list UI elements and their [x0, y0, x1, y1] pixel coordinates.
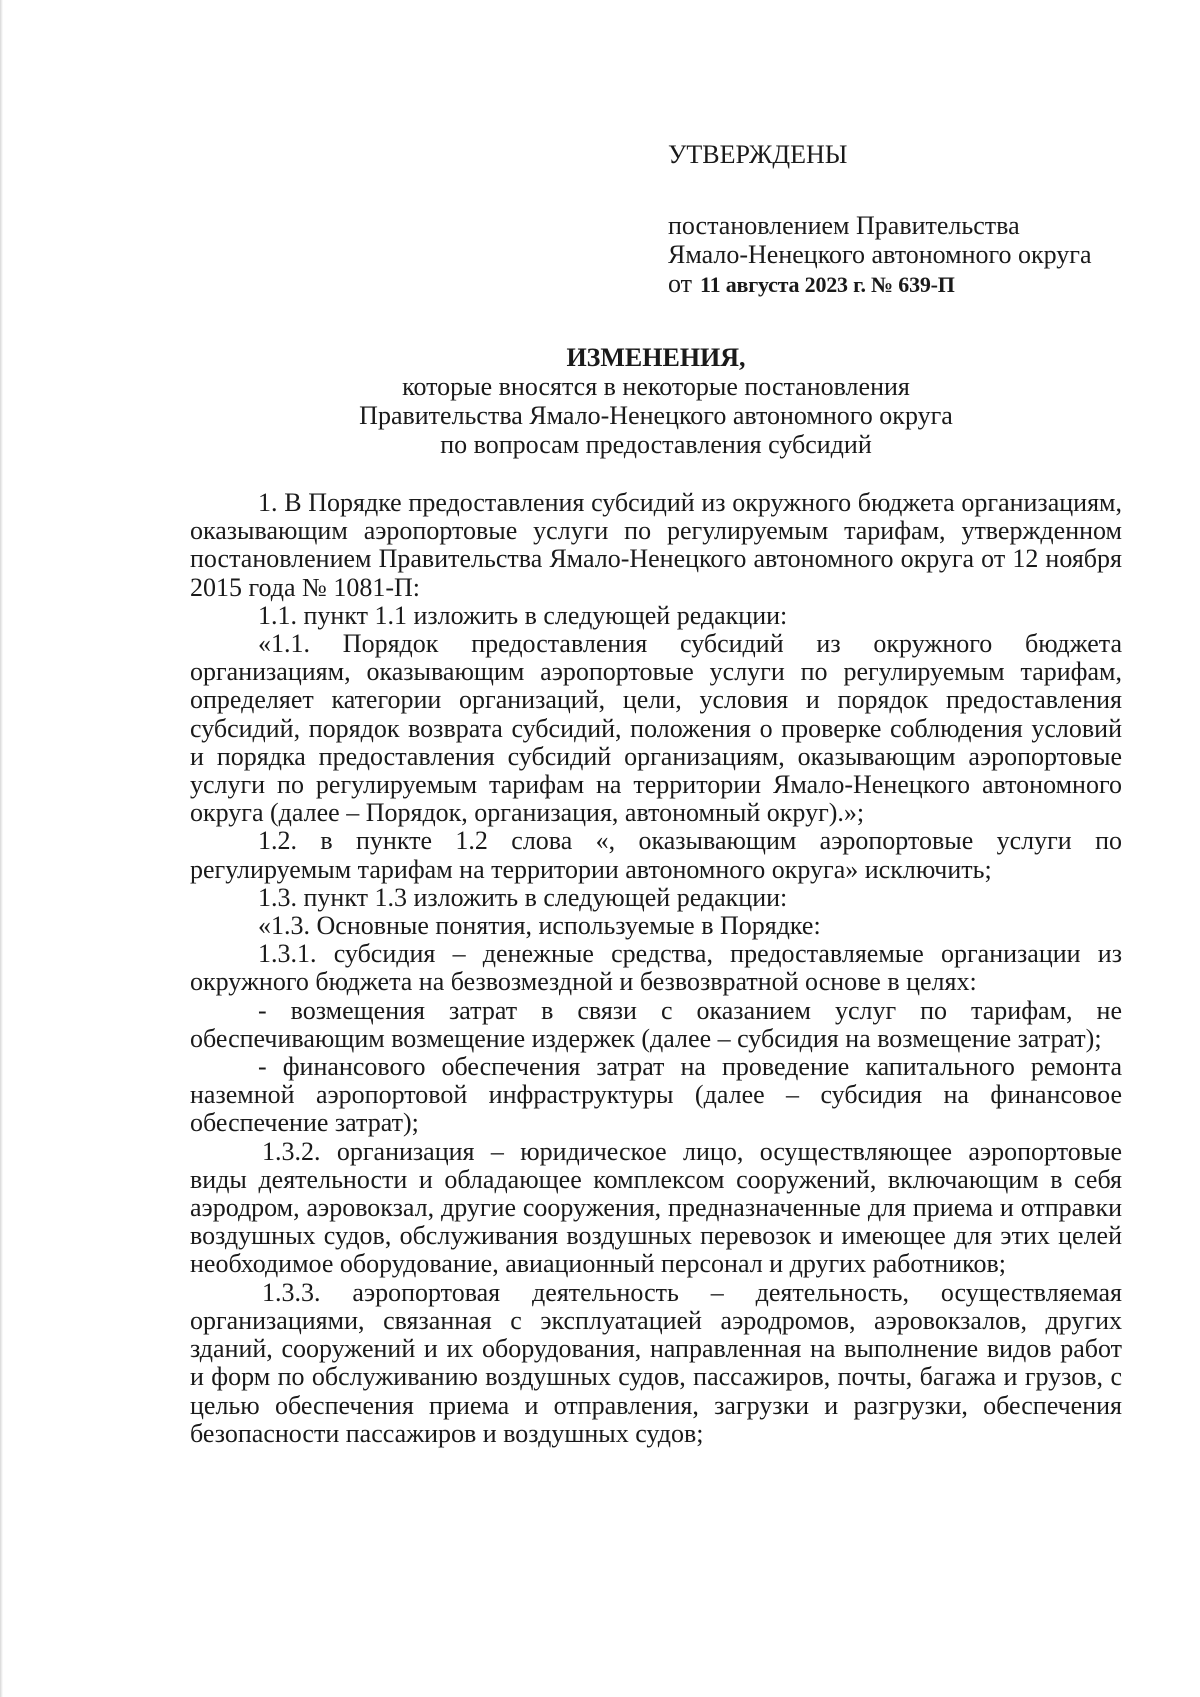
heading-title: ИЗМЕНЕНИЯ,: [566, 343, 746, 372]
approval-date-value: 11 августа 2023 г. № 639-П: [700, 272, 955, 297]
document-heading: [190, 343, 1122, 459]
approval-date-prefix: от: [668, 269, 693, 298]
list-item-cost-recovery: - возмещения затрат в связи с оказанием услуг по тарифам, не обеспечивающим возмещение издержек (далее – субсидия на возмещение затрат);: [190, 995, 1122, 1053]
approval-date-line: [668, 269, 1148, 299]
approval-line-resolution: постановлением Правительства: [668, 211, 1020, 240]
document-body: [190, 489, 1122, 1448]
heading-subtitle-line-2: Правительства Ямало-Ненецкого автономного округа: [359, 401, 953, 430]
paragraph-1-3-1: 1.3.1. субсидия – денежные средства, предоставляемые организации из окружного бюджета на безвозмездной и безвозвратной основе в целях:: [190, 939, 1122, 997]
paragraph-1-3: 1.3. пункт 1.3 изложить в следующей редакции:: [258, 882, 788, 912]
paragraph-1: 1. В Порядке предоставления субсидий из окружного бюджета организациям, оказывающим аэропортовые услуги по регулируемым тарифам, утвержденном постановлением Правительства Ямало-Ненецкого автономного округа от 12 ноября 2015 года № 1081-П:: [190, 488, 1122, 602]
paragraph-1-3-intro: «1.3. Основные понятия, используемые в Порядке:: [258, 911, 821, 941]
approval-line-government: Ямало-Ненецкого автономного округа: [668, 240, 1092, 269]
scan-edge: [0, 0, 3, 1697]
approval-title: УТВЕРЖДЕНЫ: [668, 140, 848, 169]
paragraph-1-1-text: «1.1. Порядок предоставления субсидий из окружного бюджета организациям, оказывающим аэропортовые услуги по регулируемым тарифам, определяет категории организаций, цели, условия и порядок предоставления субсидий, порядок возврата субсидий, положения о проверке соблюдения условий и порядка предоставления субсидий организациям, оказывающим аэропортовые услуги по регулируемым тарифам на территории Ямало-Ненецкого автономного округа (далее – Порядок, организация, автономный округ).»;: [190, 629, 1122, 828]
paragraph-1-3-3: 1.3.3. аэропортовая деятельность – деятельность, осуществляемая организациями, связанная с эксплуатацией аэродромов, аэровокзалов, других зданий, сооружений и их оборудования, направленная на выполнение видов работ и форм по обслуживанию воздушных судов, пассажиров, почты, багажа и грузов, с целью обеспечения приема и отправления, загрузки и разгрузки, обеспечения безопасности пассажиров и воздушных судов;: [190, 1277, 1122, 1448]
paragraph-1-2: 1.2. в пункте 1.2 слова «, оказывающим аэропортовые услуги по регулируемым тарифам на территории автономного округа» исключить;: [190, 826, 1122, 884]
heading-subtitle-line-1: которые вносятся в некоторые постановления: [402, 372, 910, 401]
paragraph-1-1: 1.1. пункт 1.1 изложить в следующей редакции:: [258, 600, 788, 630]
list-item-financial-support: - финансового обеспечения затрат на проведение капитального ремонта наземной аэропортовой инфраструктуры (далее – субсидия на финансовое обеспечение затрат);: [190, 1052, 1122, 1138]
paragraph-1-3-2: 1.3.2. организация – юридическое лицо, осуществляющее аэропортовые виды деятельности и обладающее комплексом сооружений, включающим в себя аэродром, аэровокзал, другие сооружения, предназначенные для приема и отправки воздушных судов, обслуживания воздушных перевозок и имеющее для этих целей необходимое оборудование, авиационный персонал и других работников;: [190, 1136, 1122, 1279]
heading-subtitle-line-3: по вопросам предоставления субсидий: [440, 430, 872, 459]
approval-block: [668, 140, 1148, 299]
